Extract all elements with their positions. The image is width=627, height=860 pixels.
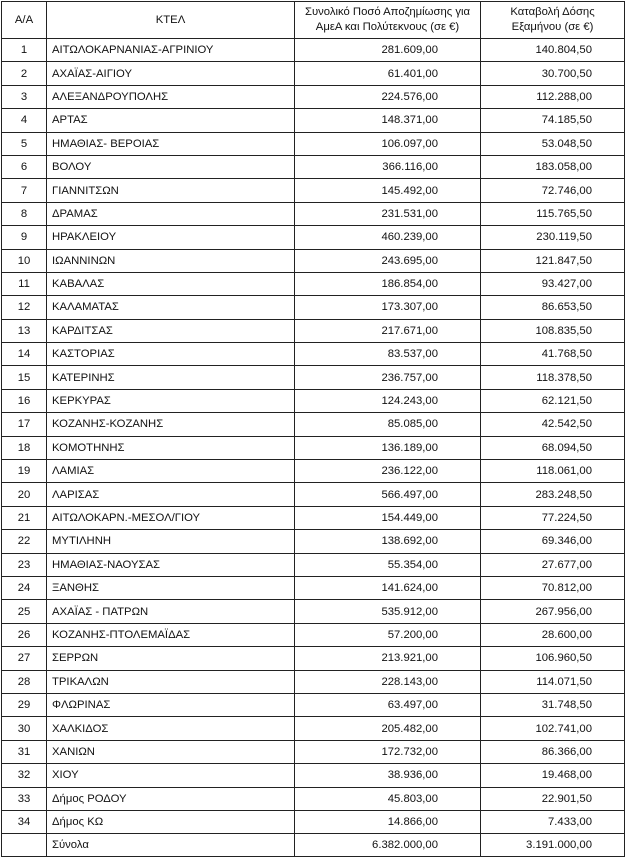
row-installment: 230.119,50 — [481, 226, 625, 249]
row-idx: 14 — [2, 343, 47, 366]
row-installment: 118.061,00 — [481, 460, 625, 483]
row-total: 243.695,00 — [295, 249, 481, 272]
row-installment: 7.433,00 — [481, 810, 625, 833]
totals-idx-empty — [2, 834, 47, 857]
row-installment: 70.812,00 — [481, 576, 625, 599]
row-idx: 12 — [2, 296, 47, 319]
row-idx: 24 — [2, 576, 47, 599]
row-total: 172.732,00 — [295, 740, 481, 763]
row-installment: 72.746,00 — [481, 179, 625, 202]
row-total: 535.912,00 — [295, 600, 481, 623]
table-row — [2, 226, 625, 249]
row-total: 63.497,00 — [295, 693, 481, 716]
row-installment: 27.677,00 — [481, 553, 625, 576]
row-name: ΚΟΖΑΝΗΣ-ΠΤΟΛΕΜΑΪΔΑΣ — [47, 623, 295, 646]
row-idx: 5 — [2, 132, 47, 155]
row-name: ΔΡΑΜΑΣ — [47, 202, 295, 225]
row-total: 205.482,00 — [295, 717, 481, 740]
totals-row — [2, 834, 625, 857]
table-row — [2, 740, 625, 763]
row-name: Δήμος ΡΟΔΟΥ — [47, 787, 295, 810]
row-installment: 31.748,50 — [481, 693, 625, 716]
row-installment: 53.048,50 — [481, 132, 625, 155]
row-name: ΚΑΡΔΙΤΣΑΣ — [47, 319, 295, 342]
row-name: ΑΙΤΩΛΟΚΑΡΝ.-ΜΕΣΟΛ/ΓΙΟΥ — [47, 506, 295, 529]
row-total: 141.624,00 — [295, 576, 481, 599]
row-installment: 102.741,00 — [481, 717, 625, 740]
row-total: 148.371,00 — [295, 109, 481, 132]
row-name: ΑΧΑΪΑΣ-ΑΙΓΙΟΥ — [47, 62, 295, 85]
table-row — [2, 155, 625, 178]
row-idx: 26 — [2, 623, 47, 646]
row-idx: 28 — [2, 670, 47, 693]
row-idx: 23 — [2, 553, 47, 576]
table-header-row — [2, 2, 625, 39]
row-name: ΑΡΤΑΣ — [47, 109, 295, 132]
row-total: 14.866,00 — [295, 810, 481, 833]
row-total: 173.307,00 — [295, 296, 481, 319]
table-row — [2, 647, 625, 670]
row-name: ΤΡΙΚΑΛΩΝ — [47, 670, 295, 693]
row-name: ΣΕΡΡΩΝ — [47, 647, 295, 670]
row-idx: 30 — [2, 717, 47, 740]
table-row — [2, 389, 625, 412]
row-idx: 18 — [2, 436, 47, 459]
row-total: 145.492,00 — [295, 179, 481, 202]
row-installment: 62.121,50 — [481, 389, 625, 412]
row-name: ΚΟΜΟΤΗΝΗΣ — [47, 436, 295, 459]
table-row — [2, 787, 625, 810]
table-row — [2, 319, 625, 342]
row-name: ΚΑΣΤΟΡΙΑΣ — [47, 343, 295, 366]
row-name: ΑΧΑΪΑΣ - ΠΑΤΡΩΝ — [47, 600, 295, 623]
row-idx: 15 — [2, 366, 47, 389]
row-total: 236.757,00 — [295, 366, 481, 389]
row-name: ΚΑΒΑΛΑΣ — [47, 272, 295, 295]
row-total: 281.609,00 — [295, 39, 481, 62]
row-total: 217.671,00 — [295, 319, 481, 342]
row-installment: 140.804,50 — [481, 39, 625, 62]
row-name: ΚΟΖΑΝΗΣ-ΚΟΖΑΝΗΣ — [47, 413, 295, 436]
table-body — [2, 39, 625, 834]
table-row — [2, 483, 625, 506]
row-name: ΜΥΤΙΛΗΝΗ — [47, 530, 295, 553]
row-installment: 86.366,00 — [481, 740, 625, 763]
row-idx: 1 — [2, 39, 47, 62]
table-row — [2, 530, 625, 553]
row-total: 224.576,00 — [295, 85, 481, 108]
row-installment: 93.427,00 — [481, 272, 625, 295]
table-row — [2, 62, 625, 85]
row-idx: 7 — [2, 179, 47, 202]
row-name: ΗΡΑΚΛΕΙΟΥ — [47, 226, 295, 249]
row-total: 38.936,00 — [295, 764, 481, 787]
row-installment: 106.960,50 — [481, 647, 625, 670]
table-row — [2, 179, 625, 202]
row-installment: 108.835,50 — [481, 319, 625, 342]
table-row — [2, 693, 625, 716]
row-idx: 25 — [2, 600, 47, 623]
row-installment: 74.185,50 — [481, 109, 625, 132]
row-idx: 31 — [2, 740, 47, 763]
row-name: ΚΑΤΕΡΙΝΗΣ — [47, 366, 295, 389]
header-ktel: ΚΤΕΛ — [47, 2, 295, 39]
row-installment: 69.346,00 — [481, 530, 625, 553]
table-row — [2, 249, 625, 272]
row-installment: 19.468,00 — [481, 764, 625, 787]
row-idx: 3 — [2, 85, 47, 108]
row-name: ΧΑΛΚΙΔΟΣ — [47, 717, 295, 740]
row-name: ΚΕΡΚΥΡΑΣ — [47, 389, 295, 412]
table-row — [2, 764, 625, 787]
row-installment: 68.094,50 — [481, 436, 625, 459]
table-row — [2, 717, 625, 740]
row-idx: 11 — [2, 272, 47, 295]
row-total: 138.692,00 — [295, 530, 481, 553]
row-installment: 28.600,00 — [481, 623, 625, 646]
row-name: ΚΑΛΑΜΑΤΑΣ — [47, 296, 295, 319]
row-installment: 118.378,50 — [481, 366, 625, 389]
row-total: 61.401,00 — [295, 62, 481, 85]
row-name: ΦΛΩΡΙΝΑΣ — [47, 693, 295, 716]
row-total: 124.243,00 — [295, 389, 481, 412]
table-row — [2, 600, 625, 623]
row-name: ΑΙΤΩΛΟΚΑΡΝΑΝΙΑΣ-ΑΓΡΙΝΙΟΥ — [47, 39, 295, 62]
row-idx: 19 — [2, 460, 47, 483]
row-idx: 20 — [2, 483, 47, 506]
row-total: 228.143,00 — [295, 670, 481, 693]
row-installment: 115.765,50 — [481, 202, 625, 225]
table-row — [2, 132, 625, 155]
row-total: 55.354,00 — [295, 553, 481, 576]
row-idx: 9 — [2, 226, 47, 249]
row-total: 213.921,00 — [295, 647, 481, 670]
row-idx: 29 — [2, 693, 47, 716]
row-installment: 41.768,50 — [481, 343, 625, 366]
row-installment: 121.847,50 — [481, 249, 625, 272]
row-total: 57.200,00 — [295, 623, 481, 646]
row-idx: 33 — [2, 787, 47, 810]
row-total: 136.189,00 — [295, 436, 481, 459]
table-row — [2, 460, 625, 483]
row-idx: 8 — [2, 202, 47, 225]
row-name: ΑΛΕΞΑΝΔΡΟΥΠΟΛΗΣ — [47, 85, 295, 108]
row-total: 83.537,00 — [295, 343, 481, 366]
ktel-compensation-table — [1, 1, 625, 857]
row-idx: 21 — [2, 506, 47, 529]
table-row — [2, 436, 625, 459]
row-idx: 17 — [2, 413, 47, 436]
row-installment: 114.071,50 — [481, 670, 625, 693]
row-total: 106.097,00 — [295, 132, 481, 155]
table-row — [2, 296, 625, 319]
row-installment: 86.653,50 — [481, 296, 625, 319]
row-total: 154.449,00 — [295, 506, 481, 529]
table-row — [2, 272, 625, 295]
table-row — [2, 413, 625, 436]
table-row — [2, 85, 625, 108]
row-total: 366.116,00 — [295, 155, 481, 178]
row-idx: 27 — [2, 647, 47, 670]
row-total: 460.239,00 — [295, 226, 481, 249]
table-row — [2, 506, 625, 529]
row-name: ΞΑΝΘΗΣ — [47, 576, 295, 599]
row-idx: 32 — [2, 764, 47, 787]
table-row — [2, 810, 625, 833]
header-installment: Καταβολή Δόσης Εξαμήνου (σε €) — [481, 2, 625, 39]
table-row — [2, 670, 625, 693]
totals-installment: 3.191.000,00 — [481, 834, 625, 857]
table-row — [2, 553, 625, 576]
row-idx: 2 — [2, 62, 47, 85]
row-name: ΧΙΟΥ — [47, 764, 295, 787]
row-name: Δήμος ΚΩ — [47, 810, 295, 833]
row-total: 236.122,00 — [295, 460, 481, 483]
table-row — [2, 202, 625, 225]
row-idx: 4 — [2, 109, 47, 132]
row-idx: 34 — [2, 810, 47, 833]
row-installment: 112.288,00 — [481, 85, 625, 108]
table-row — [2, 109, 625, 132]
row-installment: 30.700,50 — [481, 62, 625, 85]
row-total: 85.085,00 — [295, 413, 481, 436]
row-name: ΓΙΑΝΝΙΤΣΩΝ — [47, 179, 295, 202]
header-total: Συνολικό Ποσό Αποζημίωσης για ΑμεΑ και Πολύτεκνους (σε €) — [295, 2, 481, 39]
row-name: ΛΑΜΙΑΣ — [47, 460, 295, 483]
table-row — [2, 366, 625, 389]
row-idx: 16 — [2, 389, 47, 412]
row-idx: 13 — [2, 319, 47, 342]
row-name: ΛΑΡΙΣΑΣ — [47, 483, 295, 506]
row-installment: 42.542,50 — [481, 413, 625, 436]
row-name: ΙΩΑΝΝΙΝΩΝ — [47, 249, 295, 272]
header-idx: Α/Α — [2, 2, 47, 39]
table-row — [2, 343, 625, 366]
row-installment: 183.058,00 — [481, 155, 625, 178]
row-total: 45.803,00 — [295, 787, 481, 810]
row-total: 566.497,00 — [295, 483, 481, 506]
row-idx: 6 — [2, 155, 47, 178]
totals-total: 6.382.000,00 — [295, 834, 481, 857]
row-total: 186.854,00 — [295, 272, 481, 295]
row-name: ΗΜΑΘΙΑΣ-ΝΑΟΥΣΑΣ — [47, 553, 295, 576]
row-installment: 283.248,50 — [481, 483, 625, 506]
row-idx: 10 — [2, 249, 47, 272]
row-name: ΧΑΝΙΩΝ — [47, 740, 295, 763]
row-name: ΒΟΛΟΥ — [47, 155, 295, 178]
table-row — [2, 39, 625, 62]
row-installment: 22.901,50 — [481, 787, 625, 810]
table-row — [2, 576, 625, 599]
table-row — [2, 623, 625, 646]
row-installment: 267.956,00 — [481, 600, 625, 623]
totals-label: Σύνολα — [47, 834, 295, 857]
row-installment: 77.224,50 — [481, 506, 625, 529]
row-name: ΗΜΑΘΙΑΣ- ΒΕΡΟΙΑΣ — [47, 132, 295, 155]
row-total: 231.531,00 — [295, 202, 481, 225]
row-idx: 22 — [2, 530, 47, 553]
